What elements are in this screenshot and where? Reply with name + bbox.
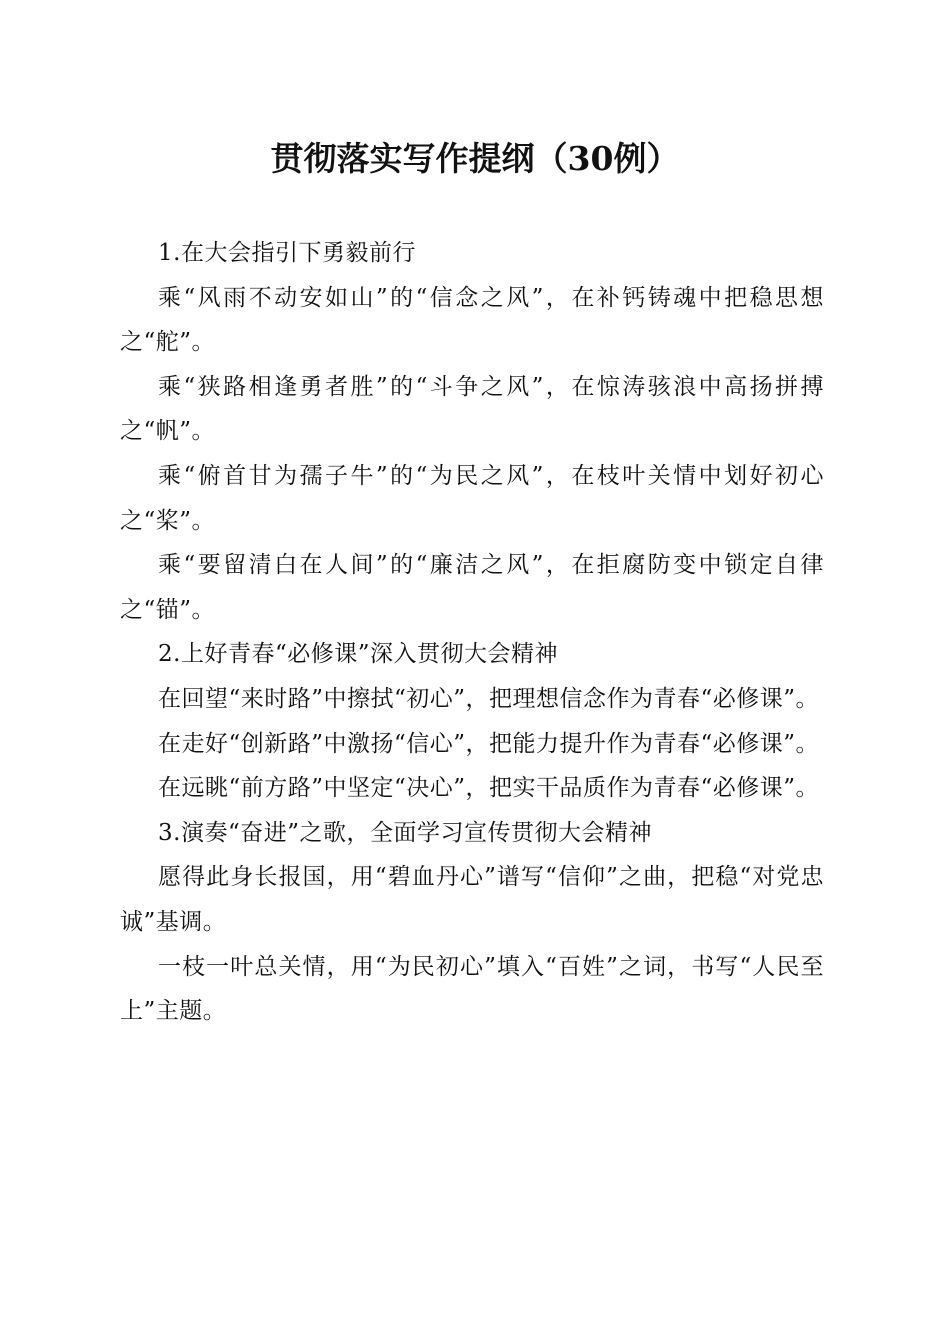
document-body <box>120 231 824 1034</box>
section-heading-1: 1.在大会指引下勇毅前行 <box>158 240 416 266</box>
paragraph: 乘“狭路相逢勇者胜”的“斗争之风”，在惊涛骇浪中高扬拼搏之“帆”。 <box>120 373 824 445</box>
section-heading-2: 2.上好青春“必修课”深入贯彻大会精神 <box>158 641 558 668</box>
paragraph: 在远眺“前方路”中坚定“决心”，把实干品质作为青春“必修课”。 <box>158 775 820 802</box>
paragraph: 在走好“创新路”中激扬“信心”，把能力提升作为青春“必修课”。 <box>158 730 820 757</box>
paragraph: 在回望“来时路”中擦拭“初心”，把理想信念作为青春“必修课”。 <box>158 685 820 712</box>
document-title: 贯彻落实写作提纲（30例） <box>270 139 680 178</box>
paragraph: 乘“风雨不动安如山”的“信念之风”，在补钙铸魂中把稳思想之“舵”。 <box>120 284 824 356</box>
section-heading-3: 3.演奏“奋进”之歌，全面学习宣传贯彻大会精神 <box>158 819 652 846</box>
paragraph: 一枝一叶总关情，用“为民初心”填入“百姓”之词，书写“人民至上”主题。 <box>120 953 824 1025</box>
paragraph: 乘“要留清白在人间”的“廉洁之风”，在拒腐防变中锁定自律之“锚”。 <box>120 552 824 623</box>
paragraph: 愿得此身长报国，用“碧血丹心”谱写“信仰”之曲，把稳“对党忠诚”基调。 <box>120 864 824 935</box>
paragraph: 乘“俯首甘为孺子牛”的“为民之风”，在枝叶关情中划好初心之“桨”。 <box>120 462 824 534</box>
